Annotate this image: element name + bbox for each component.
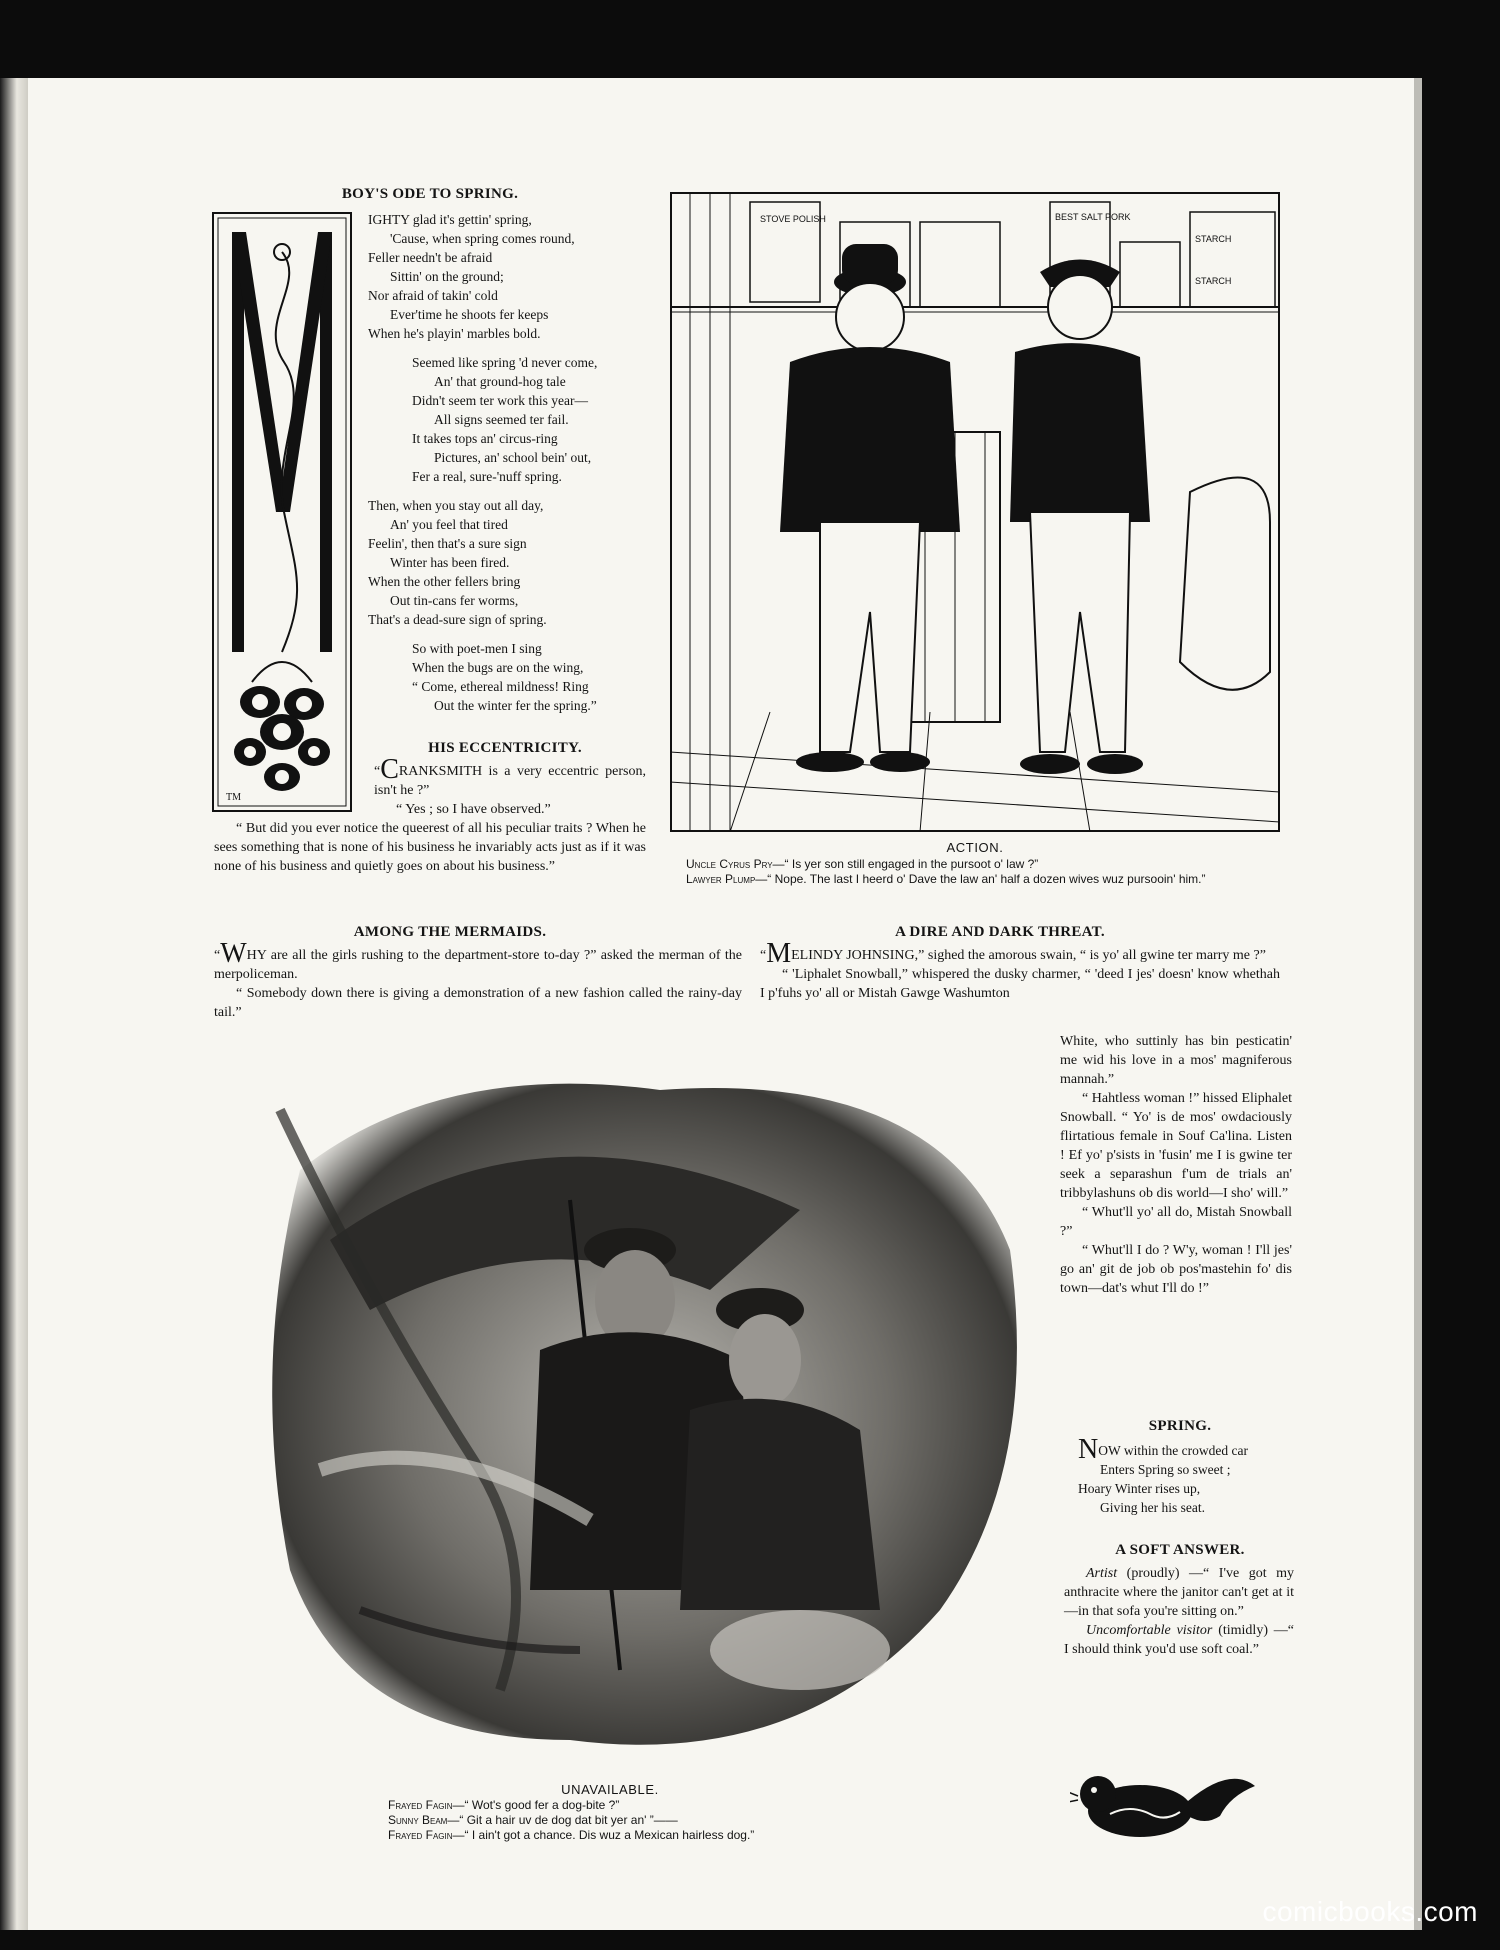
caption-line: Frayed Fagin—“ I ain't got a chance. Dis wuz a Mexican hairless dog.”: [388, 1828, 755, 1842]
spring-title: SPRING.: [1148, 1418, 1212, 1434]
poem-line: “ Come, ethereal mildness! Ring: [412, 679, 589, 694]
poem-line: Fer a real, sure-'nuff spring.: [412, 469, 562, 484]
boys-ode-title: BOY'S ODE TO SPRING.: [341, 186, 519, 202]
speaker-name: Uncle Cyrus Pry: [686, 857, 773, 871]
poem-line: Feller needn't be afraid: [368, 250, 493, 265]
boys-ode-poem: [368, 210, 658, 725]
speaker-name: Sunny Beam: [388, 1813, 448, 1827]
caption-line: Frayed Fagin—“ Wot's good fer a dog-bite ?”: [388, 1798, 620, 1812]
poem-line: Out tin-cans fer worms,: [390, 593, 519, 608]
mermaids-para-1: “WHY are all the girls rushing to the department-store to-day ?” asked the merman of the merpoliceman.: [214, 938, 742, 982]
eccentricity-para-1: “CRANKSMITH is a very eccentric person, isn't he ?”: [374, 754, 646, 798]
action-illustration: [670, 192, 1280, 832]
poem-line: It takes tops an' circus-ring: [412, 431, 558, 446]
poem-line: Pictures, an' school bein' out,: [434, 450, 592, 465]
caption-line: Sunny Beam—“ Git a hair uv de dog dat bit yer an' ”——: [388, 1813, 678, 1827]
threat-para-2-rest: White, who suttinly has bin pesticatin' me wid his love in a mos' magniferous mannah.”: [1060, 1034, 1292, 1087]
ornamental-initial-panel: [212, 212, 352, 812]
speaker-name: Frayed Fagin: [388, 1798, 453, 1812]
poem-line: IGHTY glad it's gettin' spring,: [368, 212, 532, 227]
squirrel-icon: [1070, 1756, 1260, 1846]
poem-line: So with poet-men I sing: [412, 641, 542, 656]
squirrel-ornament: [1070, 1756, 1260, 1846]
poem-line: Nor afraid of takin' cold: [368, 288, 498, 303]
eccentricity-para-3: “ But did you ever notice the queerest of all his peculiar traits ? When he sees something that is none of his business he invariably acts just as if it was none of his business and quietly goes on about his business.”: [214, 821, 646, 874]
action-caption-title: ACTION.: [946, 840, 1004, 855]
unavailable-caption-title: UNAVAILABLE.: [561, 1782, 659, 1797]
sign-salt-pork: BEST SALT PORK: [1055, 212, 1131, 222]
store-scene-illustration: [670, 192, 1280, 832]
sign-stove-polish: STOVE POLISH: [760, 214, 826, 224]
poem-line: That's a dead-sure sign of spring.: [368, 612, 547, 627]
poem-line: Feelin', then that's a sure sign: [368, 536, 527, 551]
action-caption: [668, 857, 1288, 887]
poem-line: When the bugs are on the wing,: [412, 660, 584, 675]
threat-para-3: “ Hahtless woman !” hissed Eliphalet Snowball. “ Yo' is de mos' owdaciously flirtatious female in Souf Ca'lina. Listen ! Ef yo' p'sists in 'fusin' me I is gwine ter seek a separashun f'um de trials an' tribbylashuns ob dis world—I sho' will.”: [1060, 1091, 1292, 1201]
caption-line: Lawyer Plump—“ Nope. The last I heerd o' Dave the law an' half a dozen wives wuz pursooin' him.”: [686, 872, 1206, 886]
poem-line: An' that ground-hog tale: [434, 374, 566, 389]
poem-line: Enters Spring so sweet ;: [1100, 1462, 1231, 1477]
poem-line: When the other fellers bring: [368, 574, 521, 589]
speaker-name: Lawyer Plump: [686, 872, 756, 886]
stanza-2: [368, 353, 658, 486]
threat-para-5: “ Whut'll I do ? W'y, woman ! I'll jes' go an' git de job ob pos'mastehin fo' dis town—dat's whut I'll do !”: [1060, 1243, 1292, 1296]
poem-line: Sittin' on the ground;: [390, 269, 504, 284]
page-edge: [1414, 78, 1422, 1930]
mermaids-para-2: “ Somebody down there is giving a demonstration of a new fashion called the rainy-day tail.”: [214, 986, 742, 1020]
open-quote: “: [374, 764, 381, 779]
book-spine: [0, 78, 28, 1930]
stanza-4: [368, 639, 658, 715]
sign-starch-2: STARCH: [1195, 276, 1232, 286]
eccentricity-para-2: “ Yes ; so I have observed.”: [396, 802, 551, 817]
open-quote: “: [760, 948, 767, 963]
drop-cap-n: N: [1078, 1434, 1099, 1465]
speaker-name: Artist: [1086, 1566, 1118, 1581]
threat-text-top: [760, 938, 1280, 1003]
sign-starch-1: STARCH: [1195, 234, 1232, 244]
poem-line: Winter has been fired.: [390, 555, 510, 570]
eccentricity-text: [214, 754, 646, 876]
soft-answer-text: [1064, 1564, 1294, 1659]
poem-line: All signs seemed ter fail.: [434, 412, 569, 427]
poem-line: Giving her his seat.: [1100, 1500, 1205, 1515]
speaker-name: Uncomfortable visitor: [1086, 1623, 1213, 1638]
poem-line: Out the winter fer the spring.”: [434, 698, 597, 713]
threat-para-1: “MELINDY JOHNSING,” sighed the amorous swain, “ is yo' all gwine ter marry me ?”: [760, 938, 1266, 969]
threat-para-4: “ Whut'll yo' all do, Mistah Snowball ?”: [1060, 1205, 1292, 1239]
soft-answer-para-2: Uncomfortable visitor (timidly) —“ I should think you'd use soft coal.”: [1064, 1623, 1295, 1657]
mermaids-text: [214, 938, 742, 1022]
open-quote: “: [214, 948, 221, 963]
poem-line: Then, when you stay out all day,: [368, 498, 544, 513]
svg-text:TM: TM: [226, 792, 241, 803]
stanza-3: [368, 496, 658, 629]
tramps-wash-illustration: [240, 1050, 1040, 1770]
caption-line: Uncle Cyrus Pry—“ Is yer son still engaged in the pursoot o' law ?”: [686, 857, 1039, 871]
ornamental-initial-m-icon: [212, 212, 352, 812]
watermark: comicbooks.com: [1262, 1896, 1478, 1927]
unavailable-caption: [388, 1798, 948, 1843]
poem-line: Seemed like spring 'd never come,: [412, 355, 598, 370]
threat-title: A DIRE AND DARK THREAT.: [895, 924, 1105, 940]
mermaids-title: AMONG THE MERMAIDS.: [353, 924, 547, 940]
unavailable-illustration: [240, 1050, 1040, 1770]
stanza-1: [368, 210, 658, 343]
poem-line: 'Cause, when spring comes round,: [390, 231, 575, 246]
threat-text-column: [1060, 1032, 1292, 1298]
soft-answer-para-1: Artist (proudly) —“ I've got my anthracite where the janitor can't get at it—in that sofa you're sitting on.”: [1064, 1566, 1294, 1619]
drop-cap-m: M: [766, 938, 792, 969]
spring-poem: [1078, 1434, 1298, 1517]
poem-line: Hoary Winter rises up,: [1078, 1481, 1201, 1496]
threat-para-2-top: “ 'Liphalet Snowball,” whispered the dusky charmer, “ 'deed I jes' doesn' know whethah I p'fuhs yo' all or Mistah Gawge Washumton: [760, 967, 1280, 1001]
soft-answer-title: A SOFT ANSWER.: [1115, 1542, 1245, 1558]
drop-cap-w: W: [220, 938, 247, 969]
poem-line: Didn't seem ter work this year—: [412, 393, 589, 408]
poem-line: Ever'time he shoots fer keeps: [390, 307, 549, 322]
poem-line: An' you feel that tired: [390, 517, 508, 532]
poem-line: NOW within the crowded car: [1078, 1434, 1248, 1465]
drop-cap-c: C: [380, 754, 399, 785]
speaker-name: Frayed Fagin: [388, 1828, 453, 1842]
eccentricity-title: HIS ECCENTRICITY.: [428, 740, 582, 756]
poem-line: When he's playin' marbles bold.: [368, 326, 541, 341]
